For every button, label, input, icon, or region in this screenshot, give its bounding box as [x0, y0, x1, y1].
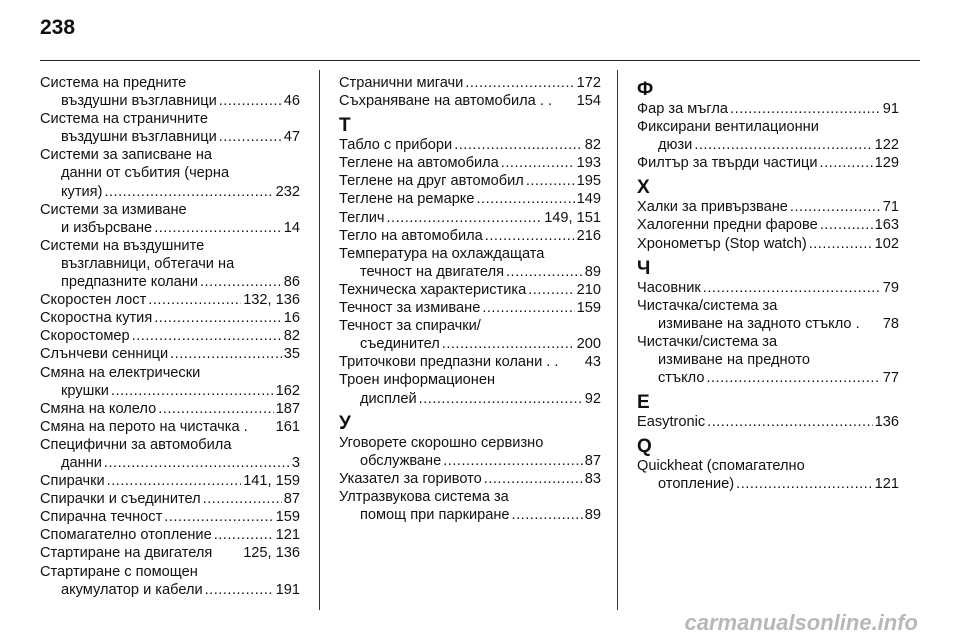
index-entry[interactable] [40, 400, 300, 418]
entry-text: Фиксирани вентилационни [637, 119, 819, 136]
index-entry[interactable] [40, 490, 300, 508]
entry-text: Течност за спирачки/ [339, 318, 481, 335]
entry-text: кутия) [61, 183, 103, 200]
entry-text: Троен информационен [339, 372, 496, 389]
index-entry[interactable] [40, 291, 300, 309]
entry-text: измиване на предното [658, 352, 811, 369]
entry-text: Стартиране с помощен [40, 563, 198, 580]
entry-text: Система на предните [40, 75, 187, 91]
index-entry[interactable] [339, 281, 601, 299]
entry-page-ref[interactable]: 163 [874, 217, 899, 234]
dot-leader [706, 369, 880, 387]
index-entry[interactable] [339, 434, 601, 470]
index-entry[interactable] [637, 216, 899, 234]
entry-text: Easytronic [637, 414, 706, 431]
dot-leader [154, 309, 282, 327]
entry-text: крушки [61, 382, 109, 399]
entry-text: Слънчеви сенници [40, 346, 169, 363]
index-letter-heading: Q [637, 436, 652, 458]
entry-text: възглавници, обтегачи на [61, 255, 235, 272]
index-entry[interactable] [339, 92, 601, 110]
entry-text: акумулатор и кабели [61, 581, 203, 598]
index-entry[interactable] [637, 118, 899, 154]
index-entry[interactable] [339, 371, 601, 407]
entry-text: Ултразвукова система за [339, 488, 509, 505]
dot-leader [501, 154, 575, 172]
dot-leader [820, 216, 873, 234]
entry-text: Уговорете скорошно сервизно [339, 434, 544, 451]
entry-text: дисплей [360, 390, 417, 407]
entry-text: Спирачки и съединител [40, 491, 201, 508]
entry-text: Тегло на автомобила [339, 227, 483, 244]
entry-page-ref[interactable]: 87 [584, 452, 601, 469]
index-entry[interactable] [637, 100, 899, 118]
dot-leader [790, 198, 881, 216]
dot-leader [694, 136, 872, 154]
entry-page-ref[interactable]: 200 [576, 336, 601, 353]
entry-text: Скоростен лост [40, 292, 147, 309]
dot-leader [736, 475, 872, 493]
entry-page-ref[interactable]: 89 [584, 263, 601, 280]
entry-text: Триточкови предпазни колани . . [339, 354, 559, 371]
index-entry[interactable] [40, 418, 300, 436]
entry-page-ref[interactable]: 83 [584, 470, 601, 487]
index-entry[interactable] [40, 201, 300, 237]
entry-page-ref[interactable]: 161 [275, 418, 300, 435]
dot-leader [107, 472, 242, 490]
dot-leader [730, 100, 881, 118]
entry-text: дюзи [658, 137, 693, 154]
entry-page-ref[interactable]: 121 [275, 527, 300, 544]
index-entry[interactable] [339, 470, 601, 488]
index-entry[interactable] [339, 209, 601, 227]
entry-page-ref[interactable]: 89 [584, 506, 601, 523]
dot-leader [442, 335, 575, 353]
entry-page-ref[interactable]: 77 [882, 370, 899, 387]
index-entry[interactable] [339, 190, 601, 208]
entry-text: Системи за записване на [40, 147, 212, 164]
dot-leader [484, 470, 583, 488]
entry-text: Часовник [637, 279, 701, 296]
dot-leader [205, 581, 274, 599]
dot-leader [386, 209, 542, 227]
entry-page-ref[interactable]: 149 [576, 191, 601, 208]
index-entry[interactable] [40, 146, 300, 200]
entry-text: Теглене на ремарке [339, 191, 475, 208]
index-entry[interactable] [40, 74, 300, 110]
index-entry[interactable] [637, 413, 899, 431]
dot-leader [703, 279, 881, 297]
entry-text: Системи на въздушните [40, 237, 205, 254]
index-entry[interactable] [339, 227, 601, 245]
entry-page-ref[interactable]: 14 [283, 219, 300, 236]
entry-text: помощ при паркиране [360, 506, 510, 523]
dot-leader [512, 506, 583, 524]
entry-text: Табло с прибори [339, 137, 453, 154]
index-entry[interactable] [637, 297, 899, 333]
index-entry[interactable] [339, 488, 601, 524]
entry-page-ref[interactable]: 43 [584, 354, 601, 371]
index-entry[interactable] [339, 154, 601, 172]
entry-text: Техническа характеристика [339, 281, 527, 298]
entry-text: Халки за привързване [637, 199, 788, 216]
entry-text: Стартиране на двигателя [40, 545, 213, 562]
entry-page-ref[interactable]: 132, 136 [243, 292, 300, 309]
entry-page-ref[interactable]: 187 [275, 400, 300, 417]
dot-leader [111, 382, 274, 400]
dot-leader [154, 219, 282, 237]
index-entry[interactable] [40, 237, 300, 291]
entry-text: Скоростна кутия [40, 310, 153, 327]
entry-text: Чистачки/система за [637, 333, 778, 350]
entry-text: Течност за измиване [339, 300, 481, 317]
index-letter-heading: Х [637, 177, 650, 199]
entry-page-ref[interactable]: 136 [874, 414, 899, 431]
index-letter-heading: Т [339, 115, 351, 137]
entry-text: Спирачна течност [40, 509, 163, 526]
dot-leader [164, 508, 273, 526]
entry-text: Температура на охлаждащата [339, 245, 545, 262]
index-entry[interactable] [637, 198, 899, 216]
entry-page-ref[interactable]: 35 [283, 346, 300, 363]
entry-text: Хронометър (Stop watch) [637, 235, 807, 252]
entry-page-ref[interactable]: 141, 159 [243, 473, 300, 490]
dot-leader [132, 327, 282, 345]
dot-leader [419, 390, 583, 408]
index-entry[interactable] [40, 563, 300, 599]
entry-page-ref[interactable]: 125, 136 [243, 545, 300, 562]
entry-page-ref[interactable]: 82 [584, 137, 601, 154]
entry-text: Теглич [339, 209, 385, 226]
entry-text: Quickheat (спомагателно [637, 458, 805, 475]
entry-text: Системи за измиване [40, 201, 187, 218]
dot-leader [476, 190, 574, 208]
entry-page-ref[interactable]: 82 [283, 328, 300, 345]
entry-page-ref[interactable]: 159 [275, 509, 300, 526]
entry-text: Спирачки [40, 473, 105, 490]
index-column-1 [40, 74, 300, 606]
entry-page-ref[interactable]: 172 [576, 75, 601, 91]
index-entry[interactable] [40, 544, 300, 562]
entry-page-ref[interactable]: 47 [283, 129, 300, 146]
entry-text: въздушни възглавници [61, 129, 217, 146]
dot-leader [170, 345, 282, 363]
dot-leader [203, 490, 282, 508]
index-entry[interactable] [637, 279, 899, 297]
dot-leader [526, 172, 575, 190]
entry-text: Смяна на електрически [40, 364, 201, 381]
entry-page-ref[interactable]: 78 [882, 315, 899, 332]
entry-text: Скоростомер [40, 328, 130, 345]
index-entry[interactable] [40, 472, 300, 490]
entry-text: данни от събития (черна [61, 165, 230, 182]
dot-leader [528, 281, 574, 299]
index-entry[interactable] [40, 508, 300, 526]
entry-text: Смяна на колело [40, 400, 157, 417]
index-entry[interactable] [339, 136, 601, 154]
entry-page-ref[interactable]: 210 [576, 281, 601, 298]
dot-leader [443, 452, 583, 470]
index-entry[interactable] [40, 526, 300, 544]
index-entry[interactable] [637, 457, 899, 493]
index-entry[interactable] [40, 110, 300, 146]
column-divider [617, 70, 618, 610]
entry-page-ref[interactable]: 129 [874, 155, 899, 172]
index-entry[interactable] [339, 245, 601, 281]
dot-leader [506, 263, 583, 281]
index-entry[interactable] [637, 333, 899, 387]
entry-text: Халогенни предни фарове [637, 217, 818, 234]
entry-text: Странични мигачи [339, 75, 464, 91]
entry-page-ref[interactable]: 193 [576, 155, 601, 172]
entry-page-ref[interactable]: 154 [576, 93, 601, 110]
entry-page-ref[interactable]: 149, 151 [544, 209, 601, 226]
entry-text: Указател за горивото [339, 470, 482, 487]
entry-text: данни [61, 454, 102, 471]
dot-leader [148, 291, 241, 309]
entry-page-ref[interactable]: 121 [874, 476, 899, 493]
entry-text: Система на страничните [40, 111, 208, 128]
entry-text: съединител [360, 336, 440, 353]
entry-text: стъкло [658, 370, 705, 387]
dot-leader [219, 92, 282, 110]
dot-leader [465, 74, 574, 92]
index-entry[interactable] [339, 299, 601, 317]
index-entry[interactable] [637, 235, 899, 253]
entry-text: Смяна на перото на чистачка . [40, 418, 248, 435]
dot-leader [104, 183, 273, 201]
index-entry[interactable] [339, 74, 601, 92]
entry-text: течност на двигателя [360, 263, 504, 280]
header-rule [40, 60, 920, 61]
index-letter-heading: Ч [637, 257, 651, 279]
entry-text: Спомагателно отопление [40, 527, 212, 544]
entry-text: Филтър за твърди частици [637, 155, 818, 172]
entry-page-ref[interactable]: 16 [283, 310, 300, 327]
dot-leader [707, 413, 873, 431]
index-column-3 [637, 74, 899, 606]
entry-text: предпазните колани [61, 274, 198, 291]
entry-page-ref[interactable]: 79 [882, 279, 899, 296]
entry-page-ref[interactable]: 216 [576, 227, 601, 244]
watermark: carmanualsonline.info [684, 610, 918, 635]
index-letter-heading: E [637, 392, 650, 414]
page-number: 238 [40, 16, 76, 39]
entry-page-ref[interactable]: 191 [275, 581, 300, 598]
entry-page-ref[interactable]: 87 [283, 491, 300, 508]
entry-text: Специфични за автомобила [40, 436, 232, 453]
index-letter-heading: Ф [637, 79, 654, 100]
index-entry[interactable] [40, 327, 300, 345]
entry-page-ref[interactable]: 3 [291, 454, 300, 471]
entry-page-ref[interactable]: 162 [275, 382, 300, 399]
entry-page-ref[interactable]: 92 [584, 390, 601, 407]
entry-page-ref[interactable]: 86 [283, 274, 300, 291]
entry-text: Теглене на друг автомобил [339, 173, 524, 190]
entry-text: Теглене на автомобила [339, 155, 499, 172]
entry-text: обслужване [360, 452, 442, 469]
entry-page-ref[interactable]: 71 [882, 199, 899, 216]
index-entry[interactable] [40, 309, 300, 327]
index-column-2 [339, 74, 601, 606]
entry-text: въздушни възглавници [61, 93, 217, 110]
entry-text: Чистачка/система за [637, 297, 778, 314]
dot-leader [200, 273, 282, 291]
entry-text: Фар за мъгла [637, 101, 729, 117]
entry-text: и избърсване [61, 219, 153, 236]
dot-leader [214, 526, 274, 544]
dot-leader [454, 136, 583, 154]
dot-leader [485, 227, 575, 245]
index-entry[interactable] [40, 345, 300, 363]
index-entry[interactable] [339, 353, 601, 371]
dot-leader [219, 128, 282, 146]
index-entry[interactable] [339, 172, 601, 190]
dot-leader [482, 299, 574, 317]
entry-page-ref[interactable]: 102 [874, 235, 899, 252]
entry-page-ref[interactable]: 122 [874, 137, 899, 154]
index-entry[interactable] [40, 364, 300, 400]
entry-page-ref[interactable]: 159 [576, 300, 601, 317]
index-letter-heading: У [339, 412, 351, 434]
dot-leader [104, 454, 290, 472]
entry-text: измиване на задното стъкло . [658, 315, 860, 332]
entry-text: Съхраняване на автомобила . . [339, 93, 553, 110]
entry-page-ref[interactable]: 232 [275, 183, 300, 200]
index-entry[interactable] [40, 436, 300, 472]
entry-page-ref[interactable]: 91 [882, 101, 899, 117]
index-entry[interactable] [637, 154, 899, 172]
entry-text: отопление) [658, 476, 735, 493]
entry-page-ref[interactable]: 46 [283, 93, 300, 110]
dot-leader [158, 400, 273, 418]
dot-leader [809, 235, 873, 253]
dot-leader [820, 154, 873, 172]
index-entry[interactable] [339, 317, 601, 353]
column-divider [319, 70, 320, 610]
entry-page-ref[interactable]: 195 [576, 173, 601, 190]
